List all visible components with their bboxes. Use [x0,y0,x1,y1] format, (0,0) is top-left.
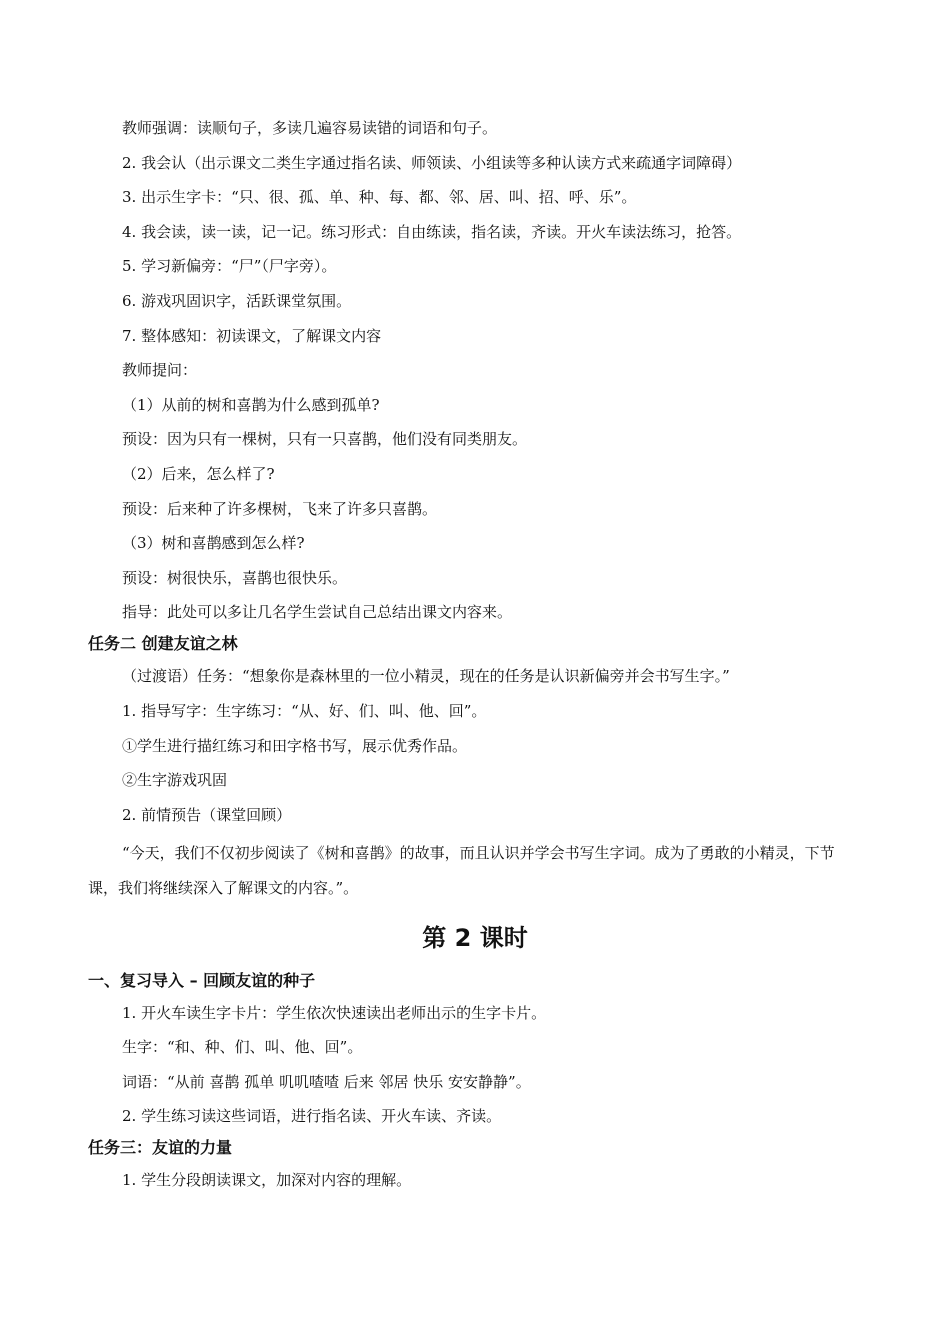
review-section [88,970,862,1128]
task3-section [88,1137,862,1191]
paragraph: 生字：“和、种、们、叫、他、回”。 [122,1038,363,1057]
paragraph: 2. 我会认（出示课文二类生字通过指名读、师领读、小组读等多种认读方式来疏通字词障碍） [122,153,742,172]
paragraph: 6. 游戏巩固识字，活跃课堂氛围。 [122,291,352,310]
paragraph: 教师提问： [122,361,198,380]
paragraph: 1. 学生分段朗读课文，加深对内容的理解。 [122,1171,412,1190]
section1 [88,118,862,623]
preview-quote: “今天，我们不仅初步阅读了《树和喜鹊》的故事，而且认识并学会书写生字词。成为了勇敢的小精灵，下节课，我们将继续深入了解课文的内容。”。 [88,843,835,897]
paragraph: 词语：“从前 喜鹊 孤单 叽叽喳喳 后来 邻居 快乐 安安静静”。 [122,1072,531,1091]
answer: 预设：树很快乐，喜鹊也很快乐。 [122,568,348,587]
question: （3）树和喜鹊感到怎么样? [122,534,305,553]
paragraph: ①学生进行描红练习和田字格书写，展示优秀作品。 [122,736,468,755]
task3-heading: 任务三：友谊的力量 [88,1138,233,1158]
paragraph: 指导：此处可以多让几名学生尝试自己总结出课文内容来。 [122,603,513,622]
answer: 预设：后来种了许多棵树，飞来了许多只喜鹊。 [122,499,438,518]
lesson2-title: 第 2 课时 [422,923,528,952]
question: （1）从前的树和喜鹊为什么感到孤单? [122,395,380,414]
paragraph: 教师强调：读顺句子，多读几遍容易读错的词语和句子。 [122,119,498,137]
paragraph: 1. 指导写字：生字练习：“从、好、们、叫、他、回”。 [122,701,487,720]
paragraph: ②生字游戏巩固 [122,771,228,790]
paragraph: 3. 出示生字卡：“只、很、孤、单、种、每、都、邻、居、叫、招、呼、乐”。 [122,188,637,207]
paragraph: （过渡语）任务：“想象你是森林里的一位小精灵，现在的任务是认识新偏旁并会书写生字。” [122,667,730,686]
paragraph: 5. 学习新偏旁：“尸”（尸字旁）。 [122,257,337,276]
question: （2）后来，怎么样了? [122,464,275,483]
paragraph: 1. 开火车读生字卡片：学生依次快速读出老师出示的生字卡片。 [122,1003,547,1022]
review-heading: 一、复习导入 – 回顾友谊的种子 [88,970,316,990]
paragraph: 2. 前情预告（课堂回顾） [122,805,292,824]
paragraph: 4. 我会读，读一读，记一记。练习形式：自由练读，指名读，齐读。开火车读法练习，抢答。 [122,222,742,241]
paragraph: 7. 整体感知：初读课文，了解课文内容 [122,326,382,345]
task2-section [88,633,862,905]
answer: 预设：因为只有一棵树，只有一只喜鹊，他们没有同类朋友。 [122,430,528,449]
task2-heading: 任务二 创建友谊之林 [88,634,238,654]
paragraph: 2. 学生练习读这些词语，进行指名读、开火车读、齐读。 [122,1107,502,1126]
